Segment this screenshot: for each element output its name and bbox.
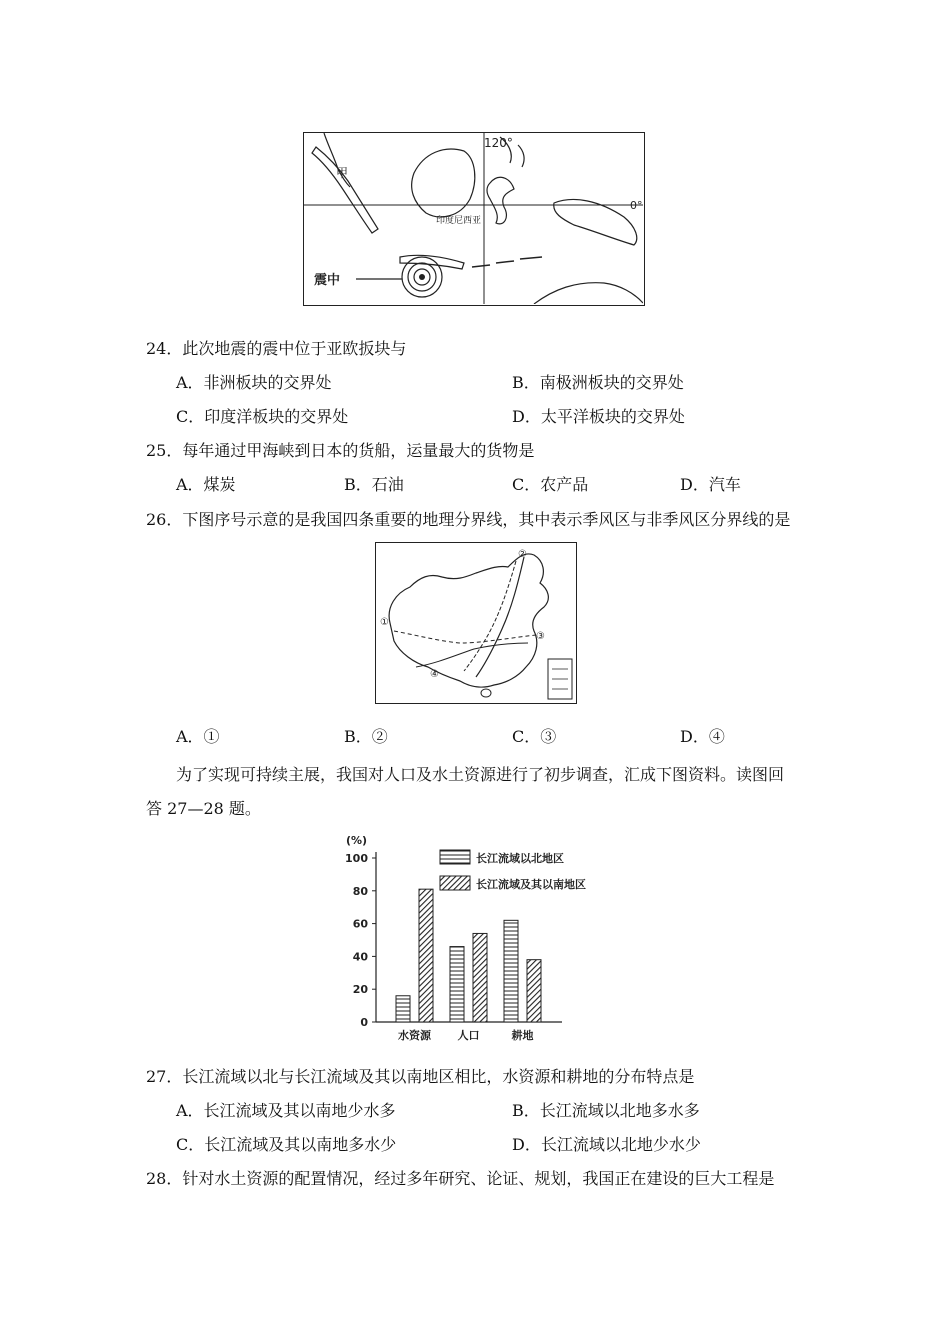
- y-tick-label-1: 20: [352, 983, 368, 997]
- q25-stem: 25．每年通过甲海峡到日本的货船，运量最大的货物是: [146, 441, 535, 460]
- q25-option-b: B．石油: [344, 475, 404, 494]
- y-tick-label-5: 100: [345, 852, 368, 865]
- q24-option-d: D．太平洋板块的交界处: [512, 407, 685, 426]
- q24-option-c: C．印度洋板块的交界处: [176, 407, 349, 426]
- epicenter-dot: [419, 274, 425, 280]
- q28-stem: 28．针对水土资源的配置情况，经过多年研究、论证、规划，我国正在建设的巨大工程是: [146, 1169, 775, 1188]
- legend-label-0: 长江流域以北地区: [476, 852, 564, 865]
- southeast-asia-map: [303, 132, 645, 306]
- y-tick-label-3: 60: [352, 917, 368, 931]
- australia-coast: [534, 283, 643, 304]
- intro-line-1: 为了实现可持续主展，我国对人口及水土资源进行了初步调查，汇成下图资料。读图回: [176, 765, 785, 784]
- marker-3: ③: [536, 631, 545, 642]
- new-guinea-island: [554, 199, 637, 245]
- label-lon: 120°: [484, 136, 513, 150]
- q24-option-a: A．非洲板块的交界处: [176, 373, 332, 392]
- y-tick-label-2: 40: [352, 950, 368, 964]
- y-axis-label: (%): [346, 834, 368, 847]
- q25-option-d: D．汽车: [680, 475, 741, 494]
- marker-2: ②: [518, 549, 527, 560]
- bar-1-0: [450, 947, 464, 1022]
- intro-line-2: 答 27—28 题。: [146, 799, 261, 818]
- marker-1: ①: [380, 617, 389, 628]
- q27-option-a: A．长江流域及其以南地少水多: [176, 1101, 396, 1120]
- label-jia: 甲: [336, 166, 349, 180]
- q24-option-b: B．南极洲板块的交界处: [512, 373, 684, 392]
- sumatra-island: [312, 147, 378, 233]
- hainan-island: [481, 689, 491, 697]
- q27-stem: 27．长江流域以北与长江流域及其以南地区相比，水资源和耕地的分布特点是: [146, 1067, 695, 1086]
- legend-label-1: 长江流域及其以南地区: [476, 878, 586, 891]
- y-tick-label-4: 80: [352, 884, 368, 898]
- sulawesi-island: [487, 177, 514, 224]
- legend-swatch-0: [440, 850, 470, 864]
- china-boundary-map: [375, 542, 577, 704]
- x-tick-label-1: 人口: [457, 1029, 480, 1042]
- bar-0-1: [419, 889, 433, 1022]
- q26-option-b: B．②: [344, 727, 388, 746]
- bar-0-0: [396, 996, 410, 1022]
- x-tick-label-0: 水资源: [398, 1029, 431, 1042]
- bar-1-1: [473, 933, 487, 1022]
- label-sea: 印度尼西亚: [436, 216, 482, 226]
- q25-option-a: A．煤炭: [176, 475, 236, 494]
- resource-bar-chart: [330, 826, 620, 1046]
- q27-option-b: B．长江流域以北地多水多: [512, 1101, 700, 1120]
- legend-swatch-1: [440, 876, 470, 890]
- q25-option-c: C．农产品: [512, 475, 589, 494]
- y-tick-label-0: 0: [360, 1016, 368, 1029]
- inset-lines: [552, 669, 568, 689]
- southeast-asia-map-drawing: [304, 133, 643, 304]
- resource-bar-chart-svg: [330, 826, 620, 1046]
- boundary-line-1: [476, 557, 524, 677]
- marker-4: ④: [430, 669, 439, 680]
- label-epicenter: 震中: [314, 273, 341, 288]
- boundary-line-4: [416, 643, 528, 667]
- q26-option-c: C．③: [512, 727, 557, 746]
- borneo-island: [412, 149, 475, 217]
- china-boundary-map-drawing: [376, 543, 575, 702]
- q26-option-a: A．①: [176, 727, 220, 746]
- q27-option-c: C．长江流域及其以南地多水少: [176, 1135, 397, 1154]
- x-tick-label-2: 耕地: [511, 1029, 534, 1042]
- q26-stem: 26．下图序号示意的是我国四条重要的地理分界线，其中表示季风区与非季风区分界线的是: [146, 510, 791, 529]
- bar-2-0: [504, 920, 518, 1022]
- q24-stem: 24．此次地震的震中位于亚欧扳块与: [146, 339, 407, 358]
- china-outline: [389, 554, 548, 687]
- bar-2-1: [527, 960, 541, 1022]
- boundary-line-3: [394, 631, 536, 643]
- q27-option-d: D．长江流域以北地少水少: [512, 1135, 701, 1154]
- q26-option-d: D．④: [680, 727, 725, 746]
- lesser-sunda-islands: [472, 257, 542, 267]
- label-lat: 0°: [630, 199, 643, 212]
